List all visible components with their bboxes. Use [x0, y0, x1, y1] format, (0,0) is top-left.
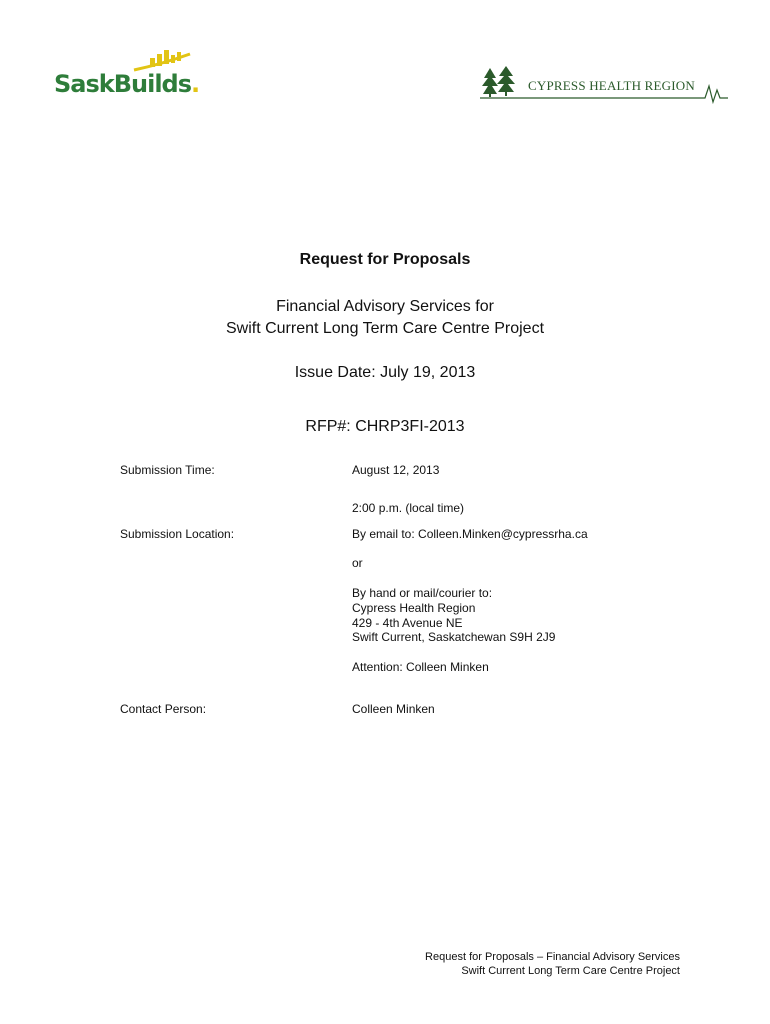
title-block: [0, 248, 770, 272]
address-line-3: Swift Current, Saskatchewan S9H 2J9: [352, 630, 556, 644]
subtitle-block: [0, 296, 770, 340]
contact-person-label: Contact Person:: [120, 702, 207, 716]
footer-line-2: Swift Current Long Term Care Centre Project: [461, 965, 680, 977]
footer-line-1: Request for Proposals – Financial Advisory Services: [425, 951, 680, 963]
hand-delivery-intro: By hand or mail/courier to:: [352, 586, 493, 600]
address-line-1: Cypress Health Region: [352, 601, 476, 615]
saskbuilds-logo: [54, 46, 199, 102]
attention-line: Attention: Colleen Minken: [352, 660, 489, 674]
page-title: Request for Proposals: [299, 251, 471, 268]
submission-time: 2:00 p.m. (local time): [352, 501, 465, 515]
address-line-2: 429 - 4th Avenue NE: [352, 616, 463, 630]
contact-person-value: Colleen Minken: [352, 702, 435, 716]
rfp-number: RFP#: CHRP3FI-2013: [305, 418, 465, 435]
submission-email: By email to: Colleen.Minken@cypressrha.ca: [352, 527, 588, 541]
submission-time-label: Submission Time:: [120, 463, 215, 477]
issue-date: Issue Date: July 19, 2013: [294, 364, 476, 381]
submission-or: or: [352, 556, 363, 570]
saskbuilds-wordmark: SaskBuilds.: [54, 70, 200, 98]
submission-location-label: Submission Location:: [120, 527, 235, 541]
cypress-name: CYPRESS HEALTH REGION: [528, 78, 695, 93]
page-footer: [425, 950, 680, 978]
pulse-line-icon: [480, 82, 728, 104]
subtitle-line-2: Swift Current Long Term Care Centre Project: [225, 320, 545, 337]
submission-date: August 12, 2013: [352, 463, 440, 477]
cypress-health-region-logo: [480, 64, 728, 104]
skyline-icon: [132, 46, 192, 72]
subtitle-line-1: Financial Advisory Services for: [276, 298, 494, 315]
